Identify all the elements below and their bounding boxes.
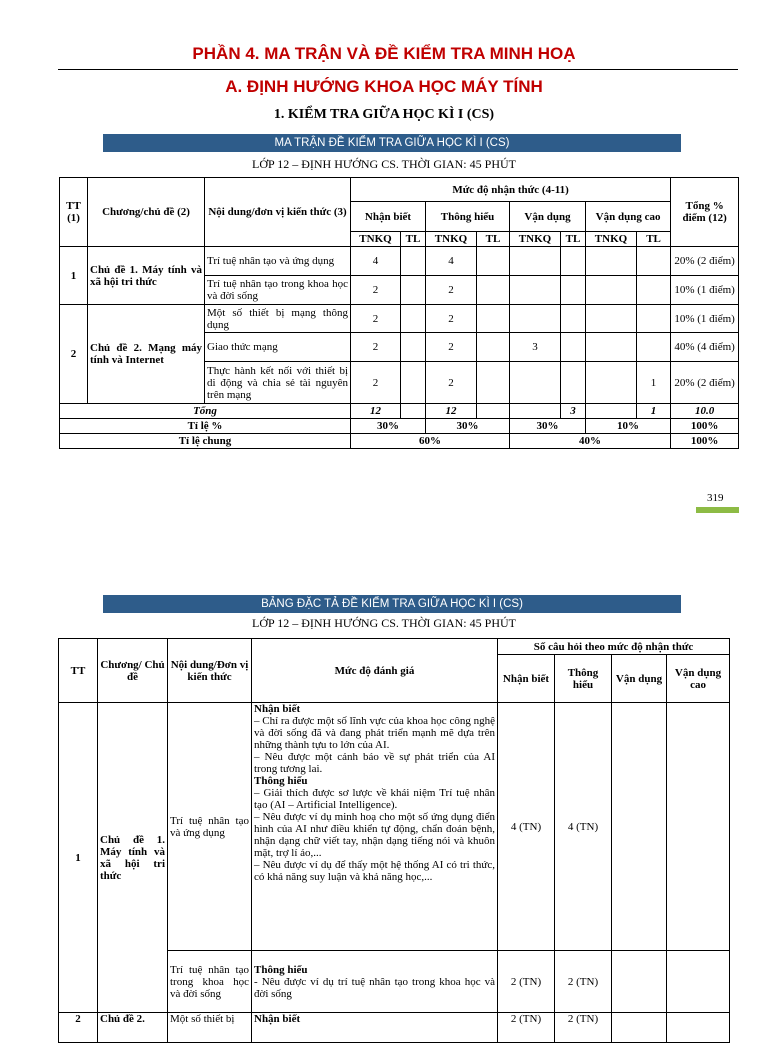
total-cell: 3 xyxy=(561,404,586,419)
cell: 2 xyxy=(351,362,401,404)
spec-row-desc xyxy=(252,951,498,1013)
matrix-meta: LỚP 12 – ĐỊNH HƯỚNG CS. THỜI GIAN: 45 PHÚT xyxy=(252,157,516,171)
cell xyxy=(510,276,561,305)
spec-meta: LỚP 12 – ĐỊNH HƯỚNG CS. THỜI GIAN: 45 PHÚT xyxy=(252,616,516,630)
total-tong: 10.0 xyxy=(671,404,739,419)
cell: 2 xyxy=(351,276,401,305)
cell: 3 xyxy=(510,333,561,362)
total-cell: 12 xyxy=(426,404,477,419)
header-sub: TNKQ xyxy=(426,232,477,247)
spec-header-level: Vận dụng cao xyxy=(667,655,730,703)
spec-header-socau: Số câu hỏi theo mức độ nhận thức xyxy=(498,639,730,655)
section-title: 1. KIỂM TRA GIỮA HỌC KÌ I (CS) xyxy=(273,107,495,122)
header-level: Thông hiểu xyxy=(426,202,510,232)
spec-table xyxy=(58,638,730,1043)
cell xyxy=(510,305,561,333)
cell xyxy=(477,276,510,305)
header-noidung: Nội dung/đơn vị kiến thức (3) xyxy=(205,178,351,247)
desc-line: – Giải thích được sơ lược về khái niệm Trí tuệ nhân tạo (AI – Artificial Intelligence). xyxy=(254,787,495,811)
cell: 2 xyxy=(351,305,401,333)
total-cell xyxy=(586,404,637,419)
cell xyxy=(561,247,586,276)
row-noidung: Một số thiết bị mạng thông dụng xyxy=(205,305,351,333)
title-rule xyxy=(58,69,738,70)
cell xyxy=(401,362,426,404)
cell: 1 xyxy=(637,362,671,404)
spec-row-noidung: Một số thiết bị xyxy=(168,1013,252,1043)
row-noidung: Thực hành kết nối với thiết bị di động và chia sẻ tài nguyên trên mạng xyxy=(205,362,351,404)
spec-row-tt: 2 xyxy=(59,1013,98,1043)
group-tt: 2 xyxy=(60,305,88,404)
cell xyxy=(477,305,510,333)
group-chuong: Chủ đề 1. Máy tính và xã hội tri thức xyxy=(88,247,205,305)
cell xyxy=(637,247,671,276)
desc-line: – Nêu được ví dụ để thấy một hệ thống AI có tri thức, có khả năng suy luận và khả năng học,... xyxy=(254,859,495,883)
header-sub: TNKQ xyxy=(586,232,637,247)
header-chuong: Chương/chủ đề (2) xyxy=(88,178,205,247)
cell xyxy=(586,333,637,362)
matrix-banner: MA TRẬN ĐỀ KIỂM TRA GIỮA HỌC KÌ I (CS) xyxy=(103,134,681,152)
spec-header-tt: TT xyxy=(59,639,98,703)
desc-heading: Nhận biết xyxy=(254,703,301,715)
cell: 4 xyxy=(351,247,401,276)
cell xyxy=(586,276,637,305)
desc-line: - Nêu được ví dụ trí tuệ nhân tạo trong khoa học và đời sống xyxy=(254,975,495,1000)
cell: 2 xyxy=(426,305,477,333)
desc-heading: Nhận biết xyxy=(254,1013,301,1025)
total-label: Tổng xyxy=(60,404,351,419)
header-level: Nhận biết xyxy=(351,202,426,232)
total-cell xyxy=(477,404,510,419)
header-sub: TL xyxy=(401,232,426,247)
row-noidung: Trí tuệ nhân tạo trong khoa học và đời sống xyxy=(205,276,351,305)
total-cell: 1 xyxy=(637,404,671,419)
spec-count: 2 (TN) xyxy=(498,951,555,1013)
page-number: 319 xyxy=(707,492,724,504)
spec-count: 2 (TN) xyxy=(555,951,612,1013)
cell xyxy=(561,333,586,362)
spec-header-level: Thông hiểu xyxy=(555,655,612,703)
spec-count xyxy=(612,703,667,951)
common-label: Tỉ lệ chung xyxy=(60,434,351,449)
spec-count: 2 (TN) xyxy=(555,1013,612,1043)
cell xyxy=(477,333,510,362)
desc-heading: Thông hiểu xyxy=(254,963,308,976)
cell xyxy=(401,247,426,276)
row-noidung: Trí tuệ nhân tạo và ứng dụng xyxy=(205,247,351,276)
subtitle: A. ĐỊNH HƯỚNG KHOA HỌC MÁY TÍNH xyxy=(225,77,543,96)
cell xyxy=(561,305,586,333)
ratio-value: 10% xyxy=(586,419,671,434)
matrix-table xyxy=(59,177,739,449)
row-tong: 10% (1 điểm) xyxy=(671,305,739,333)
cell xyxy=(401,276,426,305)
cell xyxy=(510,362,561,404)
spec-header-level: Vận dụng xyxy=(612,655,667,703)
page-number-bar xyxy=(696,507,739,513)
cell xyxy=(637,305,671,333)
cell: 4 xyxy=(426,247,477,276)
desc-line: – Chỉ ra được một số lĩnh vực của khoa học công nghệ và đời sống đã và đang phát triển mạnh mẽ dựa trên những thành tựu to lớn của AI. xyxy=(254,715,495,751)
desc-line: – Nêu được ví dụ minh hoạ cho một số ứng dụng điển hình của AI như điều khiển tự động, chẩn đoán bệnh, nhận dạng chữ viết tay, nhận dạng tiếng nói và khuôn mặt, trợ lí ảo,... xyxy=(254,811,495,859)
header-level: Vận dụng cao xyxy=(586,202,671,232)
header-mucdo: Mức độ nhận thức (4-11) xyxy=(351,178,671,202)
spec-count xyxy=(667,1013,730,1043)
ratio-value: 30% xyxy=(351,419,426,434)
spec-count xyxy=(612,951,667,1013)
spec-banner: BẢNG ĐẶC TẢ ĐỀ KIỂM TRA GIỮA HỌC KÌ I (CS) xyxy=(103,595,681,613)
cell xyxy=(477,362,510,404)
cell xyxy=(637,333,671,362)
header-sub: TL xyxy=(561,232,586,247)
spec-count xyxy=(667,951,730,1013)
spec-count xyxy=(612,1013,667,1043)
header-sub: TL xyxy=(477,232,510,247)
ratio-value: 30% xyxy=(426,419,510,434)
row-tong: 40% (4 điểm) xyxy=(671,333,739,362)
desc-heading: Thông hiểu xyxy=(254,775,308,787)
header-sub: TNKQ xyxy=(351,232,401,247)
header-tt: TT (1) xyxy=(60,178,88,247)
cell xyxy=(510,247,561,276)
spec-count: 4 (TN) xyxy=(555,703,612,951)
total-cell xyxy=(510,404,561,419)
total-cell xyxy=(401,404,426,419)
cell: 2 xyxy=(351,333,401,362)
row-tong: 20% (2 điểm) xyxy=(671,247,739,276)
part-title: PHẦN 4. MA TRẬN VÀ ĐỀ KIỂM TRA MINH HOẠ xyxy=(192,44,576,63)
spec-row-noidung: Trí tuệ nhân tạo và ứng dụng xyxy=(168,703,252,951)
cell xyxy=(637,276,671,305)
spec-row-noidung: Trí tuệ nhân tạo trong khoa học và đời sống xyxy=(168,951,252,1013)
spec-header-noidung: Nội dung/Đơn vị kiến thức xyxy=(168,639,252,703)
row-tong: 20% (2 điểm) xyxy=(671,362,739,404)
spec-header-chuong: Chương/ Chủ đề xyxy=(98,639,168,703)
desc-line: – Nêu được một cảnh báo về sự phát triển của AI trong tương lai. xyxy=(254,751,495,775)
cell: 2 xyxy=(426,362,477,404)
spec-header-level: Nhận biết xyxy=(498,655,555,703)
spec-row-desc xyxy=(252,703,498,951)
cell xyxy=(586,247,637,276)
header-sub: TL xyxy=(637,232,671,247)
spec-count: 4 (TN) xyxy=(498,703,555,951)
row-tong: 10% (1 điểm) xyxy=(671,276,739,305)
row-noidung: Giao thức mạng xyxy=(205,333,351,362)
spec-row-desc xyxy=(252,1013,498,1043)
ratio-label: Tỉ lệ % xyxy=(60,419,351,434)
cell xyxy=(586,362,637,404)
spec-row-chuong: Chủ đề 1. Máy tính và xã hội tri thức xyxy=(98,703,168,1013)
common-value: 60% xyxy=(351,434,510,449)
common-value: 40% xyxy=(510,434,671,449)
group-tt: 1 xyxy=(60,247,88,305)
group-chuong: Chủ đề 2. Mạng máy tính và Internet xyxy=(88,305,205,404)
ratio-tong: 100% xyxy=(671,419,739,434)
total-cell: 12 xyxy=(351,404,401,419)
header-sub: TNKQ xyxy=(510,232,561,247)
cell xyxy=(561,276,586,305)
cell xyxy=(586,305,637,333)
spec-row-chuong: Chủ đề 2. xyxy=(98,1013,168,1043)
cell xyxy=(401,305,426,333)
common-tong: 100% xyxy=(671,434,739,449)
spec-count xyxy=(667,703,730,951)
cell xyxy=(561,362,586,404)
spec-header-mucdo: Mức độ đánh giá xyxy=(252,639,498,703)
cell xyxy=(477,247,510,276)
cell: 2 xyxy=(426,276,477,305)
cell: 2 xyxy=(426,333,477,362)
spec-count: 2 (TN) xyxy=(498,1013,555,1043)
header-tong: Tổng % điểm (12) xyxy=(671,178,739,247)
cell xyxy=(401,333,426,362)
spec-row-tt: 1 xyxy=(59,703,98,1013)
header-level: Vận dụng xyxy=(510,202,586,232)
ratio-value: 30% xyxy=(510,419,586,434)
